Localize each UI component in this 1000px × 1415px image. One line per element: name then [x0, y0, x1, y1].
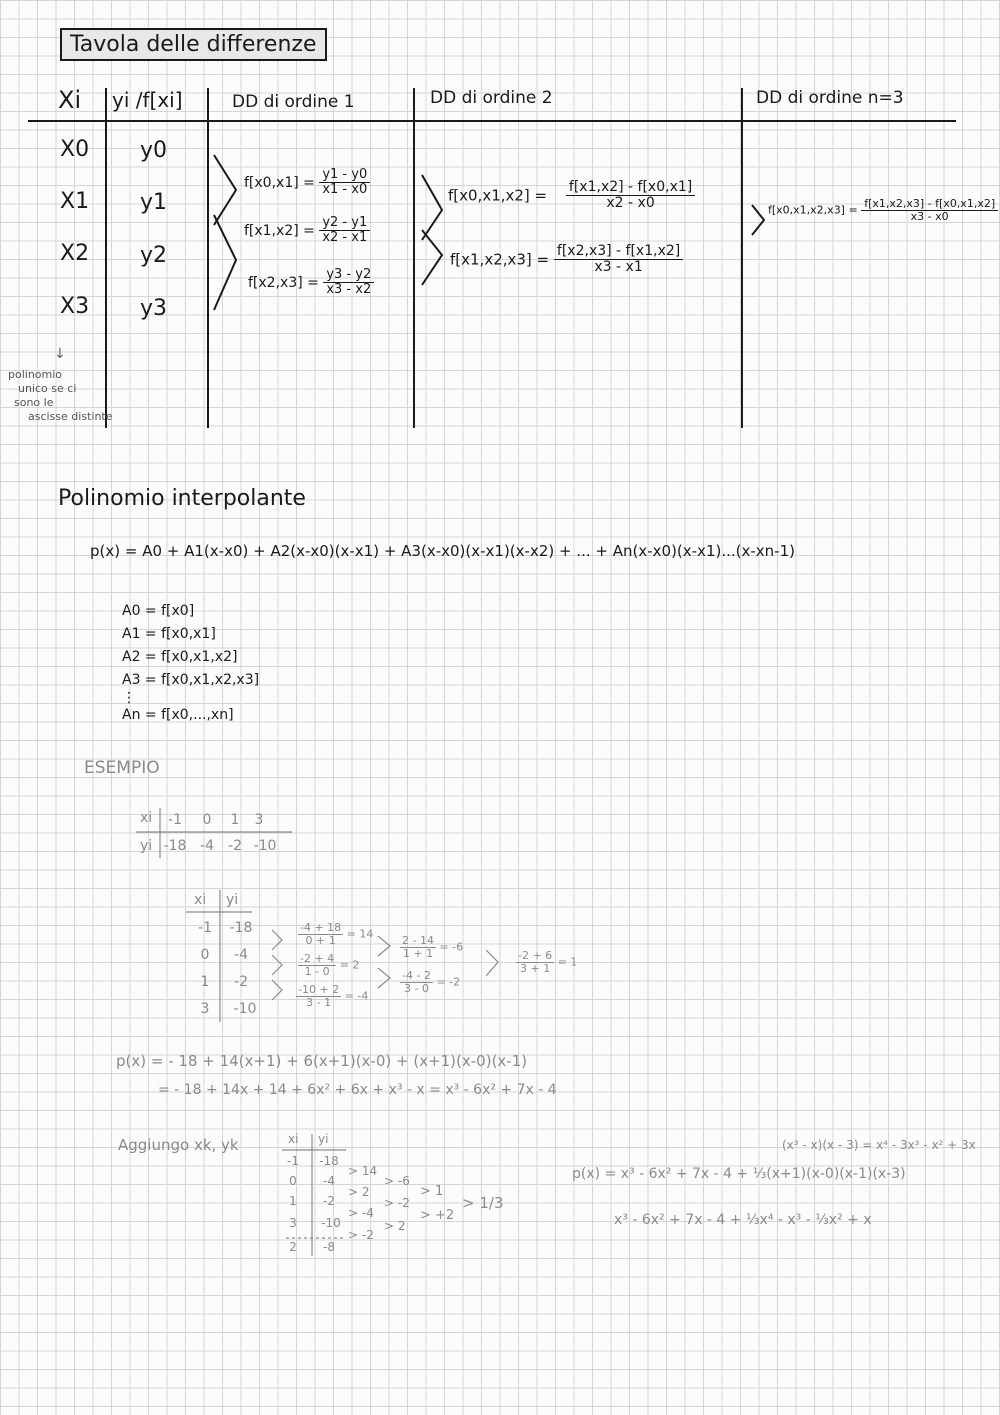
ex-dd2 [400, 970, 460, 995]
coeff-item: A3 = f[x0,x1,x2,x3] [122, 672, 260, 688]
example-heading: ESEMPIO [84, 758, 160, 778]
ex-dd1-num: -2 + 4 [300, 952, 335, 965]
ex-yi: -18 [163, 838, 187, 854]
dd3-num: f[x1,x2,x3] - f[x0,x1,x2] [861, 198, 998, 211]
dd1-lhs: f[x0,x1] = [244, 174, 315, 191]
ex-dd2-den: 3 - 0 [403, 982, 429, 996]
add-d2: > -2 [384, 1196, 410, 1210]
ex-dd1-res: = 2 [339, 958, 360, 972]
down-arrow-icon: ↓ [54, 346, 66, 362]
dd3-den: x3 - x0 [910, 210, 949, 224]
ex-dd1-res: = -4 [344, 989, 369, 1003]
dd2-lhs: f[x0,x1,x2] = [448, 186, 548, 205]
coeff-item: A0 = f[x0] [122, 603, 195, 619]
y2: y2 [140, 243, 168, 268]
dd1-num: y3 - y2 [323, 268, 374, 283]
add-xi: 1 [289, 1194, 297, 1208]
dd3-row [768, 198, 998, 223]
coeff-item: A1 = f[x0,x1] [122, 626, 216, 642]
ex-dd2-den: 1 + 1 [402, 947, 434, 961]
add-d1-val: -2 [361, 1228, 374, 1242]
ex-dd2-res: = -2 [436, 975, 461, 989]
ex2-xi: -1 [198, 920, 212, 936]
ex-xi: 3 [254, 812, 264, 828]
ex-dd2-num: 2 - 14 [402, 934, 434, 947]
add-d3-val: 1 [435, 1184, 444, 1199]
ex-p-line1: p(x) = - 18 + 14(x+1) + 6(x+1)(x-0) + (x+1)(x-0)(x-1) [116, 1052, 528, 1070]
add-xi: 2 [289, 1240, 297, 1254]
y1: y1 [140, 190, 168, 215]
ex-dd1-den: 0 + 1 [305, 934, 336, 948]
ex-dd1 [296, 984, 368, 1009]
table-note [8, 368, 113, 424]
ex-dd1-res: = 14 [346, 927, 374, 941]
dd1-lhs: f[x2,x3] = [248, 274, 319, 291]
ex-dd2-num: -4 - 2 [402, 969, 431, 982]
y0: y0 [140, 138, 168, 163]
add-d1-val: 2 [361, 1185, 370, 1199]
ex-dd2-res: = -6 [439, 940, 464, 954]
x2: X2 [60, 241, 90, 266]
ex-dd3 [516, 950, 577, 975]
add-d1: > 14 [348, 1164, 378, 1178]
dd2-lhs: f[x1,x2,x3] = [450, 250, 550, 269]
ex2-yi: -4 [234, 947, 248, 963]
dd1-frac [319, 168, 370, 198]
coeff-item: An = f[x0,...,xn] [122, 707, 234, 723]
ex-yi: -10 [253, 838, 277, 854]
add-d1: > -4 [348, 1206, 374, 1220]
add-d2-val: 2 [397, 1219, 406, 1233]
note-line: ascisse distinte [28, 410, 113, 423]
add-d1-val: -4 [361, 1206, 374, 1220]
ex-dd1 [298, 953, 359, 978]
add-yi: -8 [323, 1240, 335, 1254]
add-d2-val: -6 [397, 1174, 410, 1188]
dd1-row [244, 216, 370, 246]
header-order3: DD di ordine n=3 [756, 88, 904, 108]
dd2-row [448, 180, 695, 212]
dd1-frac [319, 216, 370, 246]
coeff-list [122, 600, 259, 727]
ex2-xi: 0 [200, 947, 210, 963]
dd1-row [248, 268, 374, 298]
add-d2-val: -2 [397, 1196, 410, 1210]
ex-dd1-num: -10 + 2 [298, 983, 340, 996]
ex-dd1-den: 3 - 1 [306, 996, 332, 1010]
header-yi: yi /f[xi] [112, 88, 183, 112]
dd2-num: f[x2,x3] - f[x1,x2] [554, 244, 683, 260]
dd2-row [450, 244, 683, 276]
ex-dd1-num: -4 + 18 [300, 921, 342, 934]
add-xi: 3 [289, 1216, 297, 1230]
page-title: Tavola delle differenze [60, 28, 327, 61]
add-d3: > +2 [420, 1208, 455, 1223]
add-d4: > 1/3 [462, 1194, 504, 1212]
dd1-frac [323, 268, 374, 298]
add-d1: > -2 [348, 1228, 374, 1242]
ex-dd2 [400, 935, 463, 960]
add-d4-val: 1/3 [479, 1194, 504, 1212]
dd1-den: x1 - x0 [322, 182, 368, 198]
dd3-lhs: f[x0,x1,x2,x3] = [768, 203, 858, 217]
add-yi-label: yi [318, 1132, 329, 1146]
example-xi-label: xi [140, 810, 153, 826]
dd3-frac [861, 198, 998, 223]
dd2-num: f[x1,x2] - f[x0,x1] [566, 180, 695, 196]
x0: X0 [60, 137, 90, 162]
dd1-num: y1 - y0 [319, 168, 370, 183]
ex2-xi-label: xi [194, 892, 207, 908]
header-order2: DD di ordine 2 [430, 88, 553, 108]
dd1-den: x3 - x2 [326, 282, 372, 298]
add-yi: -10 [321, 1216, 341, 1230]
ex-dd3-num: -2 + 6 [518, 949, 553, 962]
ex-yi: -2 [228, 838, 242, 854]
x3: X3 [60, 294, 90, 319]
example-yi-label: yi [140, 838, 153, 854]
dd1-lhs: f[x1,x2] = [244, 222, 315, 239]
add-xi: -1 [287, 1154, 299, 1168]
add-yi: -4 [323, 1174, 335, 1188]
ex-xi: 1 [230, 812, 240, 828]
coeff-item: ⋮ [122, 690, 136, 706]
dd2-den: x3 - x1 [594, 259, 643, 276]
add-side-note: (x³ - x)(x - 3) = x⁴ - 3x³ - x² + 3x [782, 1138, 976, 1152]
add-yi: -2 [323, 1194, 335, 1208]
dd2-frac [566, 180, 695, 212]
add-label: Aggiungo xk, yk [118, 1136, 239, 1154]
ex-dd3-res: = 1 [557, 955, 578, 969]
note-line: polinomio [8, 368, 63, 381]
add-p-line1: p(x) = x³ - 6x² + 7x - 4 + ⅓(x+1)(x-0)(x-1)(x-3) [572, 1166, 906, 1182]
add-p-line2: x³ - 6x² + 7x - 4 + ⅓x⁴ - x³ - ⅓x² + x [614, 1212, 872, 1228]
dd2-frac [554, 244, 683, 276]
ex-dd1-den: 1 - 0 [304, 965, 330, 979]
ex2-xi: 3 [200, 1001, 210, 1017]
header-xi: Xi [58, 86, 82, 114]
poly-formula: p(x) = A0 + A1(x-x0) + A2(x-x0)(x-x1) + A3(x-x0)(x-x1)(x-x2) + ... + An(x-x0)(x-x1)...(x-xn-1) [90, 542, 795, 560]
add-d2: > 2 [384, 1219, 406, 1233]
add-d1: > 2 [348, 1185, 370, 1199]
dd1-row [244, 168, 370, 198]
add-d1-val: 14 [361, 1164, 378, 1178]
note-line: unico se ci [18, 382, 77, 395]
header-order1: DD di ordine 1 [232, 92, 355, 112]
poly-heading: Polinomio interpolante [58, 486, 306, 511]
ex-p-line2: = - 18 + 14x + 14 + 6x² + 6x + x³ - x = x³ - 6x² + 7x - 4 [158, 1082, 557, 1098]
coeff-item: A2 = f[x0,x1,x2] [122, 649, 238, 665]
dd2-den: x2 - x0 [606, 195, 655, 212]
dd1-den: x2 - x1 [322, 230, 368, 246]
ex-xi: -1 [168, 812, 182, 828]
ex-yi: -4 [200, 838, 214, 854]
ex2-yi-label: yi [226, 892, 239, 908]
ex-xi: 0 [202, 812, 212, 828]
ex-dd1 [298, 922, 373, 947]
ex2-yi: -18 [229, 920, 253, 936]
x1: X1 [60, 189, 90, 214]
dd1-num: y2 - y1 [319, 216, 370, 231]
add-d2: > -6 [384, 1174, 410, 1188]
add-xi: 0 [289, 1174, 297, 1188]
y3: y3 [140, 296, 168, 321]
note-line: sono le [14, 396, 54, 409]
ex2-yi: -10 [233, 1001, 257, 1017]
ex2-yi: -2 [234, 974, 248, 990]
add-yi: -18 [319, 1154, 339, 1168]
add-d3-val: +2 [435, 1208, 455, 1223]
add-d3: > 1 [420, 1184, 444, 1199]
add-xi-label: xi [288, 1132, 299, 1146]
ex2-xi: 1 [200, 974, 210, 990]
ex-dd3-den: 3 + 1 [519, 962, 551, 976]
